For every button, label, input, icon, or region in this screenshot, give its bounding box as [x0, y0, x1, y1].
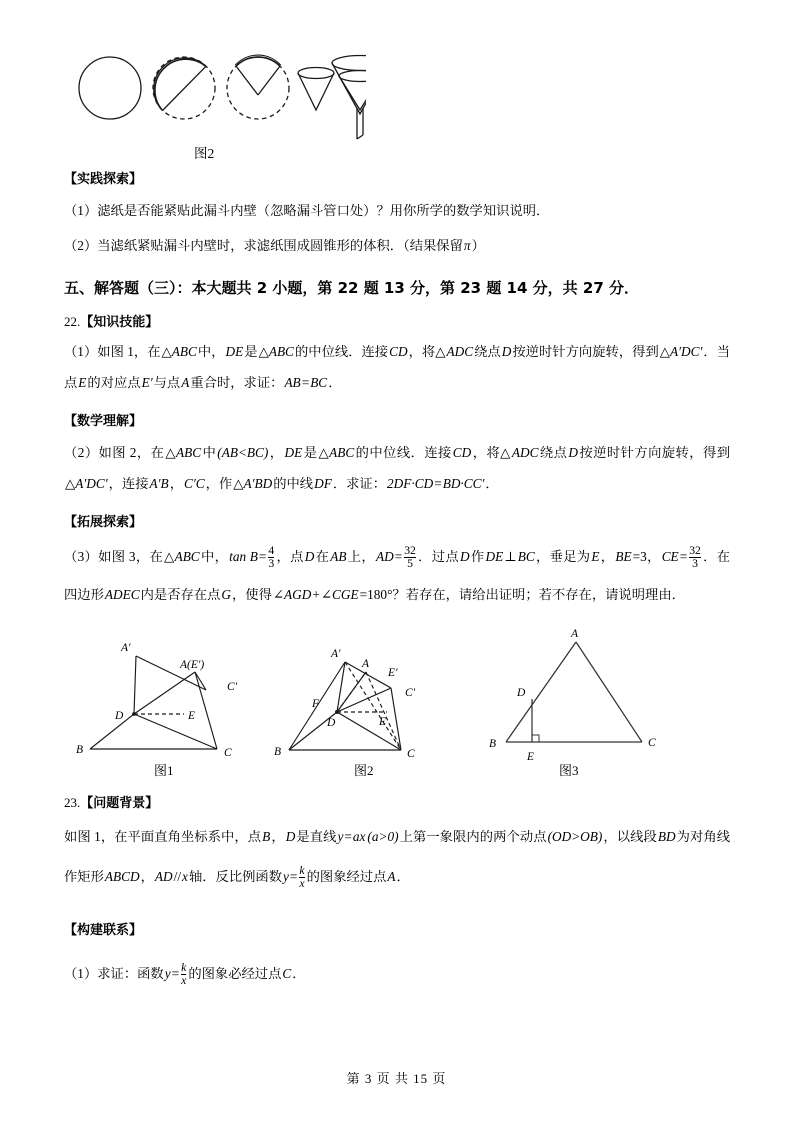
q22-p2-cond: (AB<BC)	[217, 445, 269, 460]
practice-item-1-text: （1）滤纸是否能紧贴此漏斗内壁（忽略漏斗管口处）？用你所学的数学知识说明．	[64, 203, 550, 218]
cone-rim-ellipse	[298, 68, 334, 79]
q22-p1-e: E	[78, 375, 87, 390]
q22-p2-tri1: △ABC	[165, 445, 202, 460]
q22-p1-s6: 绕点	[474, 344, 501, 359]
q22-p3-perp-symbol: ⊥	[504, 549, 517, 564]
fig3-label-B: B	[489, 738, 497, 750]
q22-p2-s11: ，作	[205, 476, 233, 491]
q22-p2-s4: 是	[303, 445, 318, 460]
q22-p1-ep: E′	[141, 375, 153, 390]
q22-p3-tri1: △ABC	[164, 549, 200, 564]
q22-p1-s9: 的对应点	[87, 375, 141, 390]
q22-p1-s4: 的中位线．连接	[294, 344, 389, 359]
q22-p2-s7: 绕点	[539, 445, 568, 460]
q22-p2-s9: ，连接	[108, 476, 149, 491]
figure-1-svg	[72, 624, 272, 774]
q22-p3-s1: （3）如图 3，在	[64, 549, 164, 564]
fig2-label-F: F	[312, 698, 320, 710]
question-22-category: 【知识技能】	[80, 315, 159, 330]
q22-p2-s6: ，将△	[472, 445, 511, 460]
fig2-label-B: B	[274, 746, 282, 758]
q23-p1-eq: =	[344, 829, 352, 844]
practice-heading: 【实践探索】	[64, 172, 143, 187]
q23-heading-2: 【构建联系】	[64, 923, 143, 938]
question-22-part-2	[64, 437, 730, 499]
practice-item-2-text-a: （2）当滤纸紧贴漏斗内壁时，求滤纸围成圆锥形的体积．（结果保留	[64, 238, 463, 253]
q22-p3-fraction-ad	[404, 545, 416, 571]
q22-p1-cd: CD	[389, 344, 408, 359]
q23-p1-s3: 是直线	[296, 829, 337, 844]
q22-p3-s12: 内是否存在点	[140, 587, 221, 602]
q23-p1-s8: 轴．反比例函数	[188, 869, 283, 884]
q22-p2-s8: 按逆时针方向旋转，得到	[578, 445, 731, 460]
q22-p2-cd: CD	[452, 445, 472, 460]
q22-p2-adc: ADC	[511, 445, 539, 460]
q23-p1-s10: ．	[396, 869, 410, 884]
q23-p1-cond: (a>0)	[367, 829, 399, 844]
q23-p1-y: y	[337, 829, 344, 844]
q23-p1-x: x	[182, 869, 188, 884]
question-22-part-3	[64, 538, 730, 614]
geometry-figures-row	[64, 624, 730, 776]
question-23-part-1	[64, 954, 730, 994]
question-22-part-1	[64, 336, 730, 398]
q23-p1-s9: 的图象经过点	[306, 869, 387, 884]
q22-p3-s4: 在	[315, 549, 330, 564]
q22-p3-ce: CE	[661, 549, 679, 564]
fig2-label-E: E	[379, 716, 387, 728]
fig1-label-C-prime: C′	[227, 681, 238, 693]
q22-p3-s2: 中，	[200, 549, 229, 564]
q22-p3-g: G	[221, 587, 231, 602]
quarter-fold-left	[236, 66, 258, 95]
q22-p2-concl1: 2DF·CD	[387, 476, 434, 491]
figure-2-svg	[269, 624, 484, 774]
pi-symbol: π	[463, 238, 471, 253]
q22-p3-fraction-tanb	[268, 545, 274, 571]
top-figure-illustration	[64, 38, 730, 161]
q23-p1-y2: y	[283, 869, 289, 884]
q23-p1-ad: AD	[154, 869, 173, 884]
frac-denominator: x	[299, 877, 305, 891]
page-footer: 第 3 页 共 15 页	[346, 1071, 447, 1086]
q23-p1-s1: 如图 1，在平面直角坐标系中，点	[64, 829, 262, 844]
quarter-fold-right	[258, 66, 280, 95]
q22-p3-s11: ．在四边形	[64, 549, 731, 602]
q23-p1-s2: ，	[271, 829, 285, 844]
q22-p1-tri3: △A′DC′	[659, 344, 703, 359]
question-23-background	[64, 817, 730, 897]
fig3-label-C: C	[648, 737, 656, 749]
q22-p2-abp: A′B	[149, 476, 169, 491]
q22-p2-s1: （2）如图 2，在	[64, 445, 165, 460]
q22-p3-de: DE	[485, 549, 504, 564]
page-content	[64, 38, 730, 998]
q22-p3-s10: ，	[646, 549, 661, 564]
q22-p3-s13: ，使得	[232, 587, 272, 602]
circle-shape	[79, 57, 141, 119]
q22-p3-ad: AD	[375, 549, 394, 564]
q23-p1-bd: BD	[657, 829, 676, 844]
q22-p1-tri2: △ABC	[258, 344, 294, 359]
q23-p2-y: y	[164, 966, 171, 981]
q22-p3-eq1: =	[258, 549, 267, 564]
q22-p1-eq: =	[301, 375, 310, 390]
q22-heading-2: 【数学理解】	[64, 414, 143, 429]
q22-p3-plus: +	[312, 587, 320, 602]
fig1-label-C: C	[224, 747, 232, 759]
fig3-label-E: E	[527, 751, 535, 763]
quarter-circle-solid-arc	[236, 57, 280, 66]
q22-p1-tri1: △ABC	[161, 344, 197, 359]
fig2-label-C-prime: C′	[405, 687, 416, 699]
q22-p2-d: D	[568, 445, 578, 460]
frac-numerator: 4	[268, 543, 275, 557]
q22-p3-eq4: =	[679, 549, 688, 564]
q23-p1-a: A	[387, 869, 396, 884]
top-figure-caption: 图2	[194, 146, 215, 161]
q22-p3-s14: ？若存在，请给出证明；若不存在，请说明理由．	[392, 587, 685, 602]
q22-p3-s3: ，点	[276, 549, 304, 564]
half-circle-fold-line	[163, 66, 206, 110]
q23-p2-s3: ．	[292, 966, 306, 981]
q22-p2-de: DE	[284, 445, 303, 460]
fig2-label-A: A	[362, 658, 370, 670]
q23-p1-fraction-k-over-x	[299, 865, 304, 891]
q23-p1-d: D	[285, 829, 296, 844]
frac-numerator: k	[299, 863, 305, 877]
figure-1-caption: 图1	[154, 763, 174, 778]
fig2-label-E-prime: E′	[388, 667, 398, 679]
fig1-label-A-E-prime: A(E′)	[180, 659, 205, 671]
figure-3-svg	[484, 624, 684, 774]
funnel-tube-bottom	[357, 135, 363, 139]
fig1-label-A-prime: A′	[121, 642, 131, 654]
fig3-label-A: A	[571, 628, 579, 640]
q22-p1-s1: （1）如图 1，在	[64, 344, 161, 359]
fig2-label-A-prime: A′	[331, 648, 341, 660]
q22-p2-s3: ，	[269, 445, 284, 460]
figure-2-caption: 图2	[354, 763, 374, 778]
frac-denominator: 3	[268, 557, 275, 571]
q22-p3-eq2: =	[394, 549, 403, 564]
question-23-category: 【问题背景】	[80, 796, 159, 811]
fig1-label-B: B	[76, 744, 84, 756]
q23-p1-s7: ，	[140, 869, 154, 884]
q22-p3-angle-1: ∠AGD	[272, 587, 312, 602]
practice-item-2-text-b: ）	[471, 238, 485, 253]
q22-heading-3: 【拓展探索】	[64, 515, 143, 530]
q22-p3-ab: AB	[330, 549, 347, 564]
q22-p1-ab: AB	[284, 375, 301, 390]
q23-p2-s1: （1）求证：函数	[64, 966, 164, 981]
q23-p1-cond2: (OD>OB)	[547, 829, 603, 844]
q22-p3-fraction-ce	[689, 545, 701, 571]
fig3-label-D: D	[517, 687, 526, 699]
q23-p2-s2: 的图象必经过点	[188, 966, 282, 981]
q22-p1-a: A	[181, 375, 190, 390]
q23-p1-eq2: =	[289, 869, 298, 884]
q22-p3-s7: 作	[470, 549, 485, 564]
frac-denominator: 5	[404, 557, 416, 570]
question-23-heading	[64, 792, 730, 811]
q23-p1-abcd: ABCD	[104, 869, 140, 884]
practice-item-2	[64, 230, 730, 261]
q22-p1-adc: ADC	[446, 344, 474, 359]
q22-p2-cc: C′C	[183, 476, 205, 491]
q22-p1-s8: ．当点	[64, 344, 731, 390]
funnel-outer-rim	[332, 56, 366, 71]
fig1-label-E: E	[188, 710, 196, 722]
q23-p1-b: B	[262, 829, 271, 844]
q22-p3-eq3: =	[632, 549, 641, 564]
q22-p1-d: D	[501, 344, 512, 359]
q22-p3-be: BE	[615, 549, 632, 564]
q23-p2-c: C	[282, 966, 292, 981]
q22-p2-s5: 的中位线．连接	[355, 445, 452, 460]
q22-p2-s2: 中	[202, 445, 217, 460]
q22-p1-s10: 与点	[153, 375, 181, 390]
section-5-title: 五、解答题（三）：本大题共 2 小题，第 22 题 13 分，第 23 题 14 分，共 27 分．	[64, 279, 639, 297]
q23-p1-parallel-symbol: //	[173, 869, 182, 884]
q22-p3-be-value: 3	[640, 549, 647, 564]
q22-p3-s6: ．过点	[417, 549, 459, 564]
q22-p2-s10: ，	[169, 476, 183, 491]
frac-denominator: x	[181, 974, 187, 988]
q22-p1-s5: ，将△	[408, 344, 446, 359]
q22-p1-de: DE	[225, 344, 244, 359]
q23-p1-s4: 上第一象限内的两个动点	[399, 829, 547, 844]
q22-p2-df: DF	[314, 476, 332, 491]
q23-p1-ax: ax	[352, 829, 366, 844]
frac-numerator: 32	[404, 543, 416, 557]
q23-p2-eq: =	[171, 966, 180, 981]
q22-p2-s13: ．求证：	[332, 476, 387, 491]
q23-p1-s5: ，以线段	[603, 829, 657, 844]
q22-p1-s12: ．	[328, 375, 342, 390]
frac-denominator: 3	[689, 557, 701, 570]
q22-p3-d: D	[304, 549, 315, 564]
half-circle-solid-arc2	[154, 58, 205, 109]
q22-p3-eq5: =	[359, 587, 368, 602]
q22-p3-degree-value: 180°	[367, 587, 393, 602]
q22-p1-s7: 按逆时针方向旋转，得到	[512, 344, 659, 359]
frac-numerator: k	[181, 960, 187, 974]
q22-p3-d2: D	[459, 549, 470, 564]
frac-numerator: 32	[689, 543, 701, 557]
q22-p3-tanb: tan B	[229, 549, 258, 564]
q22-p3-s8: ，垂足为	[535, 549, 591, 564]
q22-p3-angle-2: ∠CGE	[320, 587, 359, 602]
q22-p2-s14: ．	[485, 476, 499, 491]
q22-p1-s11: 重合时，求证：	[190, 375, 284, 390]
q22-p3-bc: BC	[517, 549, 535, 564]
figure-3-caption: 图3	[559, 763, 579, 778]
q22-p2-eq: =	[434, 476, 442, 491]
q22-p2-tri3: △A′DC′	[65, 476, 108, 491]
q22-p2-tri2: △ABC	[318, 445, 355, 460]
q22-p3-s9: ，	[600, 549, 615, 564]
q22-p1-s2: 中，	[197, 344, 225, 359]
q23-p1-s6: 为对角线作矩形	[64, 829, 730, 884]
q22-p3-e: E	[591, 549, 600, 564]
q22-p3-adec: ADEC	[104, 587, 140, 602]
practice-item-1	[64, 195, 730, 226]
q22-p1-s3: 是	[244, 344, 258, 359]
funnel-inner-rim	[339, 71, 366, 82]
q22-p2-tri4: △A′BD	[233, 476, 273, 491]
fig1-label-D: D	[115, 710, 124, 722]
question-22-number: 22.	[64, 314, 81, 329]
q22-p3-s5: 上，	[347, 549, 375, 564]
funnel-sequence-svg	[76, 38, 366, 148]
q23-p2-fraction-k-over-x	[181, 962, 186, 988]
question-22-heading	[64, 311, 730, 330]
question-23-number: 23.	[64, 795, 81, 810]
q22-p2-s12: 的中线	[273, 476, 314, 491]
fig2-label-D: D	[327, 717, 336, 729]
fig2-label-C: C	[407, 748, 415, 760]
q22-p2-concl2: BD·CC′	[442, 476, 485, 491]
q22-p1-bc: BC	[310, 375, 328, 390]
